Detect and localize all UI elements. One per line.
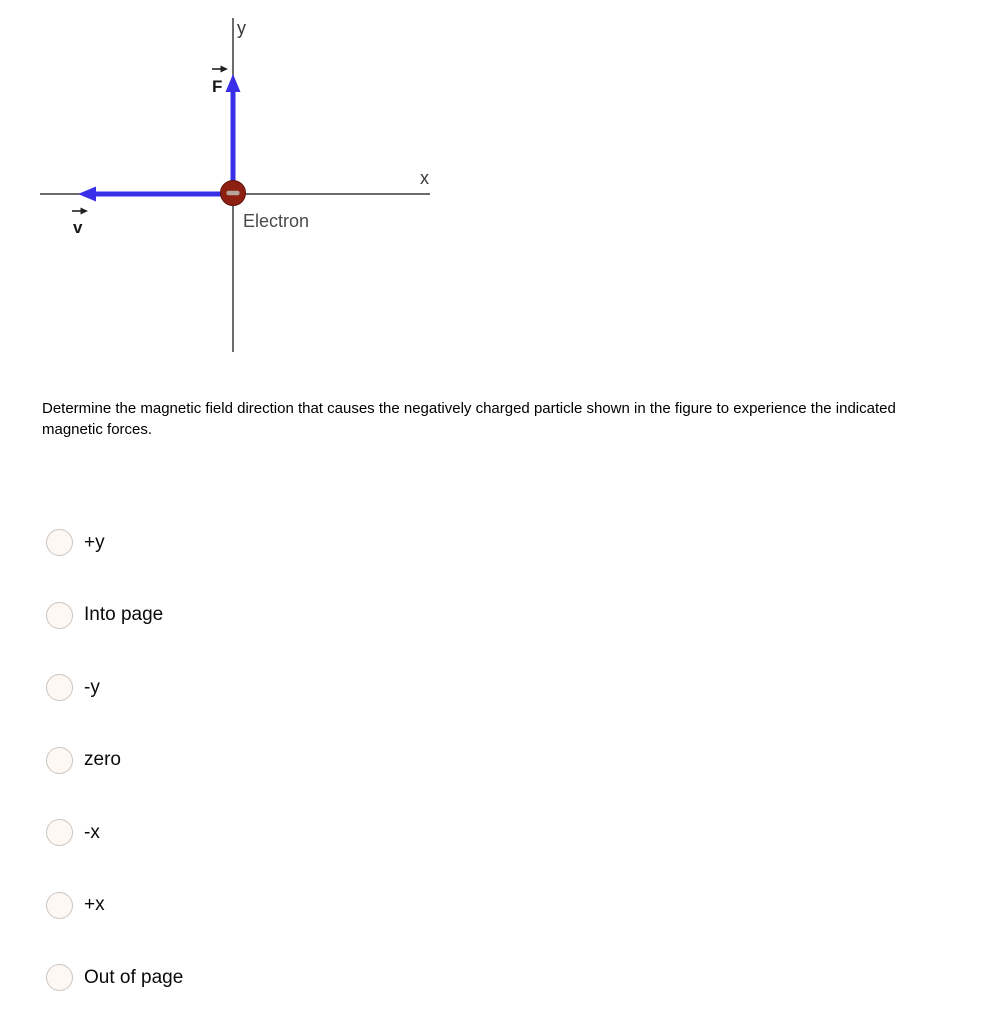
force-arrowhead-icon (226, 74, 241, 92)
radio-out-of-page[interactable] (46, 964, 73, 991)
options-list (46, 529, 183, 991)
velocity-label: v (73, 218, 83, 237)
radio-into-page[interactable] (46, 602, 73, 629)
option-label-plus-x: +x (84, 894, 105, 915)
velocity-arrowhead-icon (78, 187, 96, 202)
velocity-vector-hat-head-icon (81, 208, 89, 215)
option-label-into-page: Into page (84, 604, 164, 625)
force-vector-hat-head-icon (221, 66, 229, 73)
option-zero[interactable] (46, 747, 183, 774)
electron-label: Electron (243, 211, 310, 231)
option-label-minus-x: -x (84, 821, 100, 843)
radio-minus-x[interactable] (46, 819, 73, 846)
option-into-page[interactable] (46, 602, 183, 629)
force-label: F (212, 77, 223, 96)
physics-figure (0, 0, 470, 362)
minus-sign-icon (227, 191, 240, 195)
y-axis-label: y (237, 18, 246, 38)
option-minus-y[interactable] (46, 674, 183, 701)
option-label-plus-y: +y (84, 531, 105, 553)
radio-zero[interactable] (46, 747, 73, 774)
option-plus-x[interactable] (46, 892, 183, 919)
radio-plus-y[interactable] (46, 529, 73, 556)
radio-minus-y[interactable] (46, 674, 73, 701)
option-out-of-page[interactable] (46, 964, 183, 991)
option-label-zero: zero (84, 749, 121, 770)
figure-svg (0, 0, 470, 362)
x-axis-label: x (420, 168, 429, 188)
option-label-out-of-page: Out of page (84, 966, 184, 988)
option-minus-x[interactable] (46, 819, 183, 846)
option-label-minus-y: -y (84, 676, 100, 698)
option-plus-y[interactable] (46, 529, 183, 556)
question-text: Determine the magnetic field direction that causes the negatively charged particle shown in the figure to experience the indicated magnetic forces. (42, 400, 896, 438)
radio-plus-x[interactable] (46, 892, 73, 919)
